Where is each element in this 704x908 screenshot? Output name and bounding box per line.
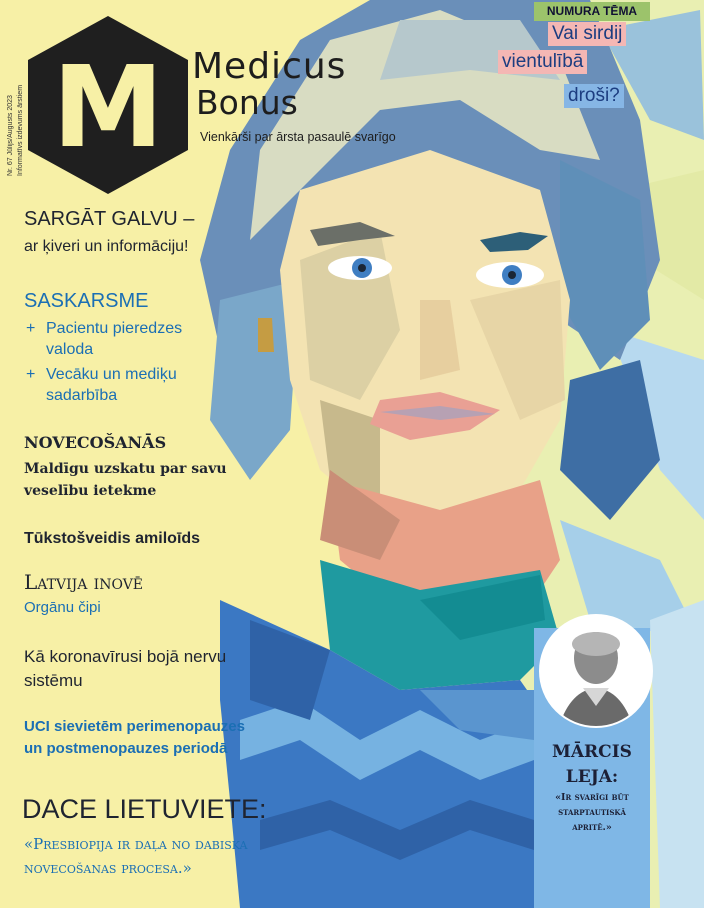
avatar [539,614,653,728]
magazine-logo [24,14,192,196]
contact-item-2: Vecāku un mediķu sadarbība [46,366,177,404]
aging-subheadline: Maldīgu uzskatu par savu veselību ietekme [24,461,227,499]
contact-item-1: Pacientu pieredzes valoda [46,320,183,358]
main-topic-line3: droši? [564,84,624,108]
logo-letter: M [52,43,164,173]
cover-person-quote: «Presbiopija ir daļa no dabiska novecošanas procesa.» [24,835,248,877]
latvia-subheadline: Orgānu čipi [24,599,101,616]
contact-bullet-1: + [26,320,36,337]
main-topic-label: NUMURA TĒMA [534,2,650,21]
cover-person-name: DACE LIETUVIETE: [22,794,267,824]
interview-name: MĀRCIS LEJA: [552,742,632,787]
issue-info: Nr. 67 Jūlijs/Augusts 2023 Informatīvs izdevums ārstiem [7,84,24,176]
interview-quote: «Ir svarīgi būt starptautiskā apritē.» [555,792,629,833]
helmet-subheadline: ar ķiveri un informāciju! [24,238,189,255]
amyloid-headline: Tūkstošveidis amiloīds [24,530,201,547]
helmet-headline: SARGĀT GALVU – [24,208,195,230]
corona-headline: Kā koronavīrusi bojā nervu sistēmu [24,647,227,690]
magazine-tagline: Vienkārši par ārsta pasaulē svarīgo [200,130,396,144]
magazine-title-line2: Bonus [196,83,298,122]
aging-headline: NOVECOŠANĀS [24,433,167,452]
contact-headline: SASKARSME [24,290,149,312]
contact-bullet-2: + [26,366,36,383]
latvia-headline: Latvija inovē [24,570,144,594]
main-topic-line1: Vai sirdij [548,22,626,46]
magazine-title-line1: Medicus [192,46,347,87]
main-topic-line2: vientulībā [498,50,587,74]
uci-headline: UCI sievietēm perimenopauzes un postmenopauzes periodā [24,718,245,757]
